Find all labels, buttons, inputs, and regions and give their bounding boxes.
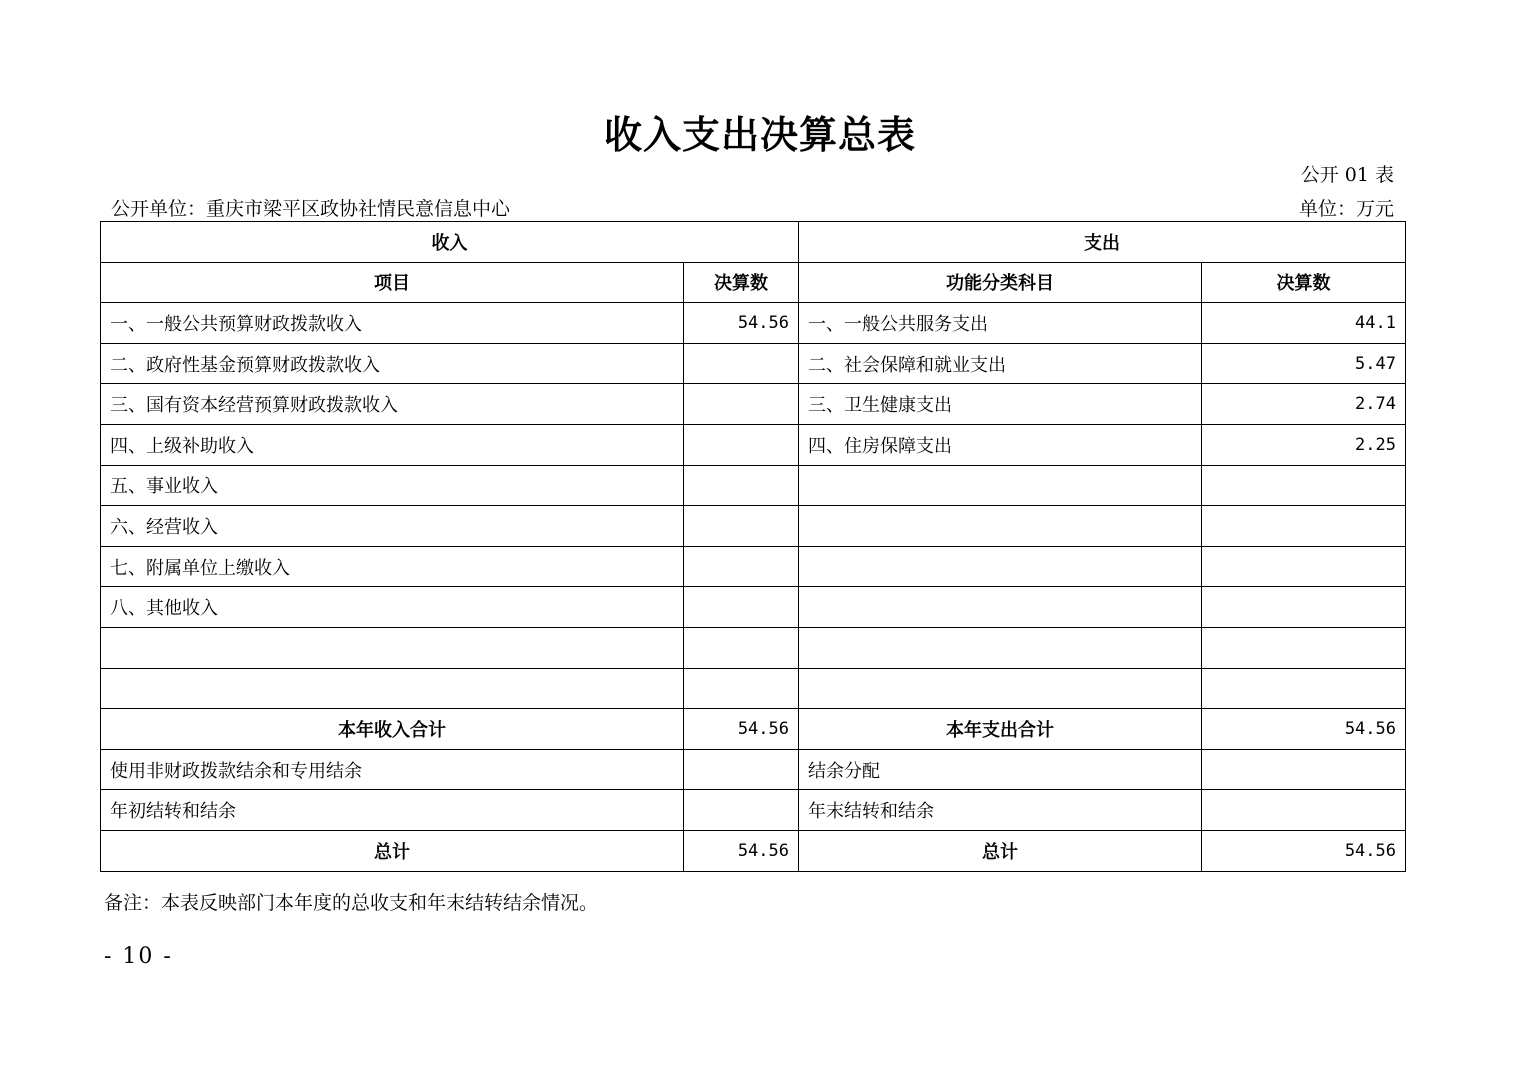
expense-amount: 5.47 (1202, 343, 1406, 384)
unit-label: 单位：万元 (1298, 198, 1394, 220)
income-item: 七、附属单位上缴收入 (101, 546, 684, 587)
page-title: 收入支出决算总表 (603, 113, 916, 157)
income-item: 三、国有资本经营预算财政拨款收入 (101, 384, 684, 425)
table-row (101, 546, 1406, 587)
income-item: 使用非财政拨款结余和专用结余 (101, 749, 684, 790)
income-amount: 54.56 (684, 303, 799, 344)
table-row (101, 343, 1406, 384)
income-item: 六、经营收入 (101, 506, 684, 547)
income-item: 四、上级补助收入 (101, 424, 684, 465)
table-row (101, 384, 1406, 425)
total-income-value: 54.56 (684, 830, 799, 871)
income-amount (684, 424, 799, 465)
footnote: 备注：本表反映部门本年度的总收支和年末结转结余情况。 (104, 892, 599, 914)
expense-item (799, 668, 1202, 709)
income-item: 八、其他收入 (101, 587, 684, 628)
year-expense-label: 本年支出合计 (799, 709, 1202, 750)
income-amount (684, 343, 799, 384)
income-amount (684, 627, 799, 668)
table-row (101, 587, 1406, 628)
expense-item (799, 546, 1202, 587)
income-amount (684, 384, 799, 425)
income-amount (684, 749, 799, 790)
expense-item: 三、卫生健康支出 (799, 384, 1202, 425)
expense-item (799, 506, 1202, 547)
income-item (101, 627, 684, 668)
income-amount (684, 506, 799, 547)
expense-amount (1202, 546, 1406, 587)
budget-table (100, 221, 1406, 872)
expense-item (799, 627, 1202, 668)
income-item (101, 668, 684, 709)
expense-amount: 44.1 (1202, 303, 1406, 344)
expense-item (799, 587, 1202, 628)
income-amount (684, 587, 799, 628)
page-number: - 10 - (104, 944, 173, 969)
year-total-row (101, 709, 1406, 750)
expense-amount (1202, 587, 1406, 628)
expense-amount: 2.74 (1202, 384, 1406, 425)
table-row (101, 627, 1406, 668)
expense-item: 结余分配 (799, 749, 1202, 790)
total-income-label: 总计 (101, 830, 684, 871)
income-amount (684, 465, 799, 506)
expense-amount (1202, 506, 1406, 547)
table-row (101, 668, 1406, 709)
income-amount (684, 668, 799, 709)
table-row (101, 424, 1406, 465)
expense-amount (1202, 749, 1406, 790)
column-header-row (101, 262, 1406, 303)
income-amount (684, 546, 799, 587)
year-expense-value: 54.56 (1202, 709, 1406, 750)
expense-item (799, 465, 1202, 506)
expense-amount (1202, 668, 1406, 709)
table-row (101, 465, 1406, 506)
total-expense-label: 总计 (799, 830, 1202, 871)
table-row (101, 790, 1406, 831)
expense-item: 四、住房保障支出 (799, 424, 1202, 465)
expense-amount (1202, 627, 1406, 668)
col-func-header: 功能分类科目 (799, 262, 1202, 303)
organization-label: 公开单位：重庆市梁平区政协社情民意信息中心 (111, 198, 511, 220)
col-item-header: 项目 (101, 262, 684, 303)
income-item: 年初结转和结余 (101, 790, 684, 831)
expense-amount (1202, 465, 1406, 506)
expense-item: 年末结转和结余 (799, 790, 1202, 831)
income-item: 二、政府性基金预算财政拨款收入 (101, 343, 684, 384)
table-row (101, 506, 1406, 547)
year-income-value: 54.56 (684, 709, 799, 750)
col-amount-header: 决算数 (684, 262, 799, 303)
income-item: 五、事业收入 (101, 465, 684, 506)
table-row (101, 303, 1406, 344)
grand-total-row (101, 830, 1406, 871)
expense-amount (1202, 790, 1406, 831)
form-number: 公开 01 表 (1300, 164, 1394, 186)
table-header-row (101, 222, 1406, 263)
expense-item: 一、一般公共服务支出 (799, 303, 1202, 344)
expense-header: 支出 (799, 222, 1406, 263)
expense-item: 二、社会保障和就业支出 (799, 343, 1202, 384)
year-income-label: 本年收入合计 (101, 709, 684, 750)
income-amount (684, 790, 799, 831)
table-row (101, 749, 1406, 790)
expense-amount: 2.25 (1202, 424, 1406, 465)
income-header: 收入 (101, 222, 799, 263)
col-amount2-header: 决算数 (1202, 262, 1406, 303)
total-expense-value: 54.56 (1202, 830, 1406, 871)
income-item: 一、一般公共预算财政拨款收入 (101, 303, 684, 344)
